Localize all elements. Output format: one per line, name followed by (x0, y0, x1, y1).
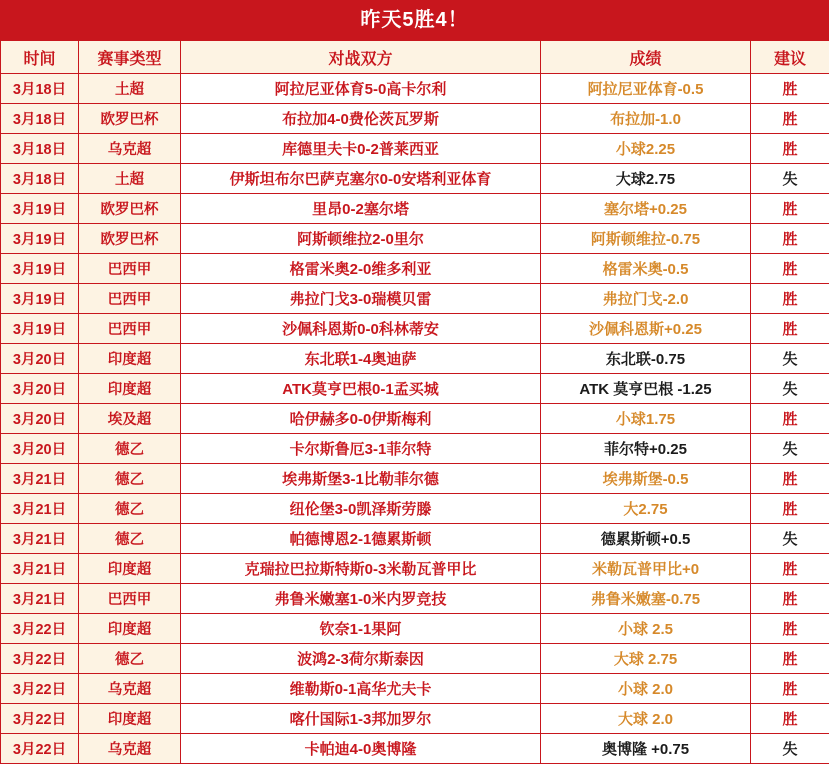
cell-advice: 胜 (751, 314, 829, 344)
cell-result: 东北联-0.75 (541, 344, 751, 374)
cell-date: 3月22日 (1, 614, 79, 644)
cell-advice: 失 (751, 734, 829, 764)
cell-result: 大2.75 (541, 494, 751, 524)
cell-result: 沙佩科恩斯+0.25 (541, 314, 751, 344)
cell-date: 3月20日 (1, 374, 79, 404)
cell-result: 大球 2.75 (541, 644, 751, 674)
cell-date: 3月19日 (1, 254, 79, 284)
cell-match: 弗拉门戈3-0瑞模贝雷 (181, 284, 541, 314)
cell-date: 3月22日 (1, 674, 79, 704)
cell-advice: 胜 (751, 674, 829, 704)
cell-date: 3月22日 (1, 704, 79, 734)
column-header-date: 时间 (1, 41, 79, 74)
cell-match: 弗鲁米嫩塞1-0米内罗竞技 (181, 584, 541, 614)
column-header-league: 赛事类型 (79, 41, 181, 74)
cell-result: 大球2.75 (541, 164, 751, 194)
cell-league: 印度超 (79, 374, 181, 404)
cell-advice: 胜 (751, 104, 829, 134)
table-row (1, 524, 829, 554)
table-row (1, 74, 829, 104)
cell-match: 阿拉尼亚体育5-0高卡尔利 (181, 74, 541, 104)
cell-match: 库德里夫卡0-2普莱西亚 (181, 134, 541, 164)
cell-advice: 胜 (751, 464, 829, 494)
cell-advice: 胜 (751, 704, 829, 734)
table-row (1, 494, 829, 524)
cell-league: 德乙 (79, 524, 181, 554)
cell-result: 埃弗斯堡-0.5 (541, 464, 751, 494)
cell-advice: 失 (751, 344, 829, 374)
cell-advice: 胜 (751, 284, 829, 314)
cell-match: 埃弗斯堡3-1比勒菲尔德 (181, 464, 541, 494)
table-row (1, 704, 829, 734)
cell-date: 3月21日 (1, 524, 79, 554)
cell-advice: 胜 (751, 74, 829, 104)
cell-match: 帕德博恩2-1德累斯顿 (181, 524, 541, 554)
cell-advice: 失 (751, 434, 829, 464)
cell-league: 欧罗巴杯 (79, 194, 181, 224)
match-results-table (0, 40, 829, 764)
cell-league: 印度超 (79, 614, 181, 644)
cell-date: 3月21日 (1, 554, 79, 584)
table-row (1, 404, 829, 434)
cell-result: 小球 2.0 (541, 674, 751, 704)
cell-result: ATK 莫亨巴根 -1.25 (541, 374, 751, 404)
page-title: 昨天5胜4！ (0, 0, 829, 40)
table-row (1, 644, 829, 674)
cell-league: 土超 (79, 164, 181, 194)
cell-advice: 胜 (751, 134, 829, 164)
cell-league: 欧罗巴杯 (79, 104, 181, 134)
cell-result: 小球2.25 (541, 134, 751, 164)
column-header-result: 成绩 (541, 41, 751, 74)
cell-result: 布拉加-1.0 (541, 104, 751, 134)
cell-match: 格雷米奥2-0维多利亚 (181, 254, 541, 284)
cell-league: 德乙 (79, 494, 181, 524)
cell-match: 伊斯坦布尔巴萨克塞尔0-0安塔利亚体育 (181, 164, 541, 194)
table-row (1, 194, 829, 224)
column-header-match: 对战双方 (181, 41, 541, 74)
cell-match: 克瑞拉巴拉斯特斯0-3米勒瓦普甲比 (181, 554, 541, 584)
table-row (1, 104, 829, 134)
cell-date: 3月20日 (1, 344, 79, 374)
cell-league: 欧罗巴杯 (79, 224, 181, 254)
cell-date: 3月22日 (1, 644, 79, 674)
cell-advice: 胜 (751, 254, 829, 284)
cell-date: 3月18日 (1, 134, 79, 164)
cell-league: 印度超 (79, 344, 181, 374)
cell-date: 3月21日 (1, 494, 79, 524)
table-row (1, 254, 829, 284)
table-row (1, 284, 829, 314)
cell-date: 3月18日 (1, 104, 79, 134)
cell-date: 3月20日 (1, 434, 79, 464)
cell-match: 哈伊赫多0-0伊斯梅利 (181, 404, 541, 434)
cell-match: 卡帕迪4-0奥博隆 (181, 734, 541, 764)
cell-result: 小球1.75 (541, 404, 751, 434)
table-row (1, 464, 829, 494)
cell-result: 菲尔特+0.25 (541, 434, 751, 464)
cell-match: 沙佩科恩斯0-0科林蒂安 (181, 314, 541, 344)
cell-result: 阿拉尼亚体育-0.5 (541, 74, 751, 104)
cell-result: 小球 2.5 (541, 614, 751, 644)
cell-advice: 胜 (751, 614, 829, 644)
table-row (1, 434, 829, 464)
cell-result: 格雷米奥-0.5 (541, 254, 751, 284)
cell-advice: 胜 (751, 404, 829, 434)
cell-date: 3月21日 (1, 464, 79, 494)
cell-advice: 胜 (751, 554, 829, 584)
cell-league: 德乙 (79, 644, 181, 674)
cell-date: 3月19日 (1, 314, 79, 344)
cell-match: 布拉加4-0费伦茨瓦罗斯 (181, 104, 541, 134)
cell-match: 里昂0-2塞尔塔 (181, 194, 541, 224)
table-row (1, 374, 829, 404)
cell-match: 东北联1-4奥迪萨 (181, 344, 541, 374)
cell-date: 3月21日 (1, 584, 79, 614)
table-row (1, 314, 829, 344)
cell-advice: 失 (751, 524, 829, 554)
cell-advice: 失 (751, 164, 829, 194)
cell-match: 纽伦堡3-0凯泽斯劳滕 (181, 494, 541, 524)
cell-league: 巴西甲 (79, 254, 181, 284)
cell-match: 维勒斯0-1高华尤夫卡 (181, 674, 541, 704)
cell-league: 巴西甲 (79, 284, 181, 314)
cell-advice: 胜 (751, 584, 829, 614)
table-row (1, 134, 829, 164)
cell-date: 3月19日 (1, 224, 79, 254)
table-body (1, 74, 829, 764)
cell-match: 波鸿2-3荷尔斯泰因 (181, 644, 541, 674)
cell-match: 钦奈1-1果阿 (181, 614, 541, 644)
cell-date: 3月19日 (1, 194, 79, 224)
cell-league: 乌克超 (79, 674, 181, 704)
table-row (1, 224, 829, 254)
cell-league: 印度超 (79, 704, 181, 734)
table-row (1, 674, 829, 704)
cell-league: 巴西甲 (79, 314, 181, 344)
cell-date: 3月19日 (1, 284, 79, 314)
cell-date: 3月18日 (1, 74, 79, 104)
cell-advice: 胜 (751, 224, 829, 254)
cell-league: 土超 (79, 74, 181, 104)
cell-result: 米勒瓦普甲比+0 (541, 554, 751, 584)
cell-league: 乌克超 (79, 734, 181, 764)
table-row (1, 734, 829, 764)
table-row (1, 554, 829, 584)
cell-date: 3月18日 (1, 164, 79, 194)
cell-league: 乌克超 (79, 134, 181, 164)
cell-advice: 胜 (751, 494, 829, 524)
cell-match: 阿斯顿维拉2-0里尔 (181, 224, 541, 254)
cell-result: 弗拉门戈-2.0 (541, 284, 751, 314)
cell-league: 巴西甲 (79, 584, 181, 614)
cell-league: 德乙 (79, 434, 181, 464)
cell-result: 奥博隆 +0.75 (541, 734, 751, 764)
table-row (1, 344, 829, 374)
table-row (1, 164, 829, 194)
cell-match: ATK莫亨巴根0-1孟买城 (181, 374, 541, 404)
column-header-advice: 建议 (751, 41, 829, 74)
cell-advice: 失 (751, 374, 829, 404)
cell-result: 阿斯顿维拉-0.75 (541, 224, 751, 254)
cell-date: 3月22日 (1, 734, 79, 764)
cell-match: 喀什国际1-3邦加罗尔 (181, 704, 541, 734)
cell-league: 埃及超 (79, 404, 181, 434)
table-header-row (1, 41, 829, 74)
cell-result: 塞尔塔+0.25 (541, 194, 751, 224)
cell-league: 德乙 (79, 464, 181, 494)
cell-advice: 胜 (751, 644, 829, 674)
table-row (1, 584, 829, 614)
cell-advice: 胜 (751, 194, 829, 224)
table-row (1, 614, 829, 644)
cell-league: 印度超 (79, 554, 181, 584)
cell-result: 弗鲁米嫩塞-0.75 (541, 584, 751, 614)
cell-date: 3月20日 (1, 404, 79, 434)
cell-result: 德累斯顿+0.5 (541, 524, 751, 554)
cell-result: 大球 2.0 (541, 704, 751, 734)
cell-match: 卡尔斯鲁厄3-1菲尔特 (181, 434, 541, 464)
